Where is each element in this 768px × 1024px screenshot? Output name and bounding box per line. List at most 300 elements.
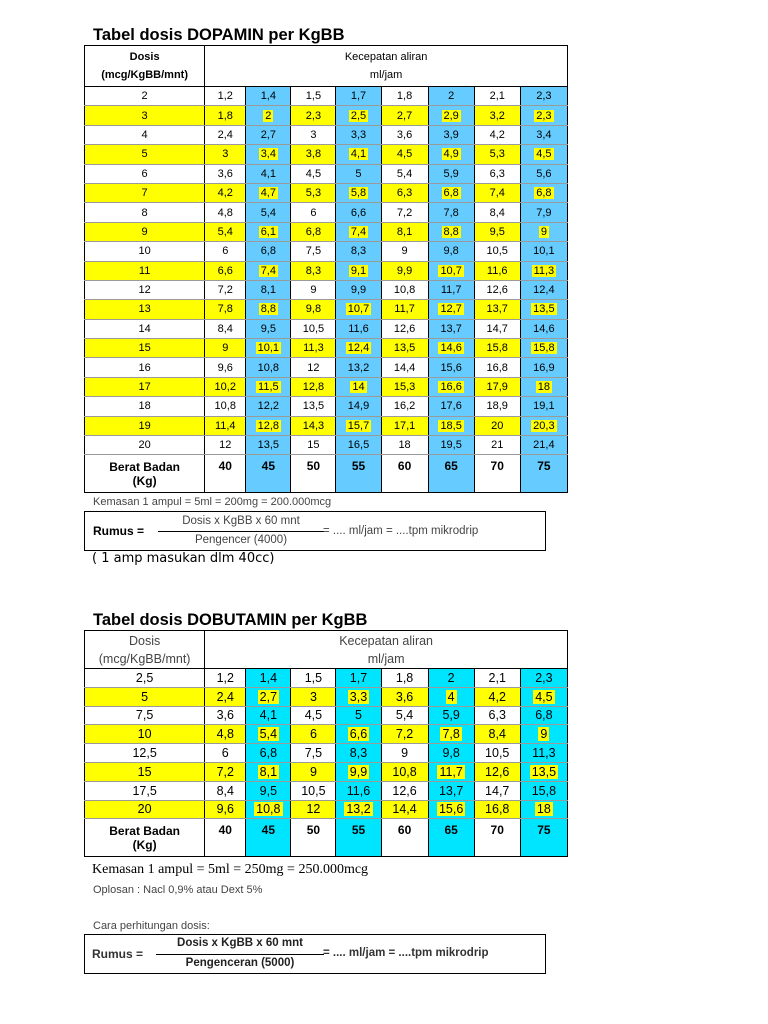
rate-cell — [381, 725, 428, 744]
rate-value: 9,8 — [305, 303, 322, 316]
rate-value: 10,7 — [440, 264, 462, 277]
rate-value: 7,8 — [442, 727, 460, 742]
rate-value: 4,1 — [259, 708, 278, 723]
rate-value: 15,6 — [438, 802, 464, 817]
rate-value: 11,3 — [303, 342, 324, 355]
rate-cell — [474, 669, 520, 688]
dobutamin-rumus-tail: = .... ml/jam = ....tpm mikrodrip — [323, 947, 489, 959]
rate-cell — [246, 706, 291, 725]
rate-value: 7,5 — [304, 746, 323, 761]
rate-cell — [336, 106, 381, 125]
dose-cell: 2,5 — [85, 669, 205, 688]
rate-value: 6 — [221, 746, 229, 761]
dose-cell: 7,5 — [85, 706, 205, 725]
table-row — [85, 339, 568, 358]
rate-value: 5,4 — [217, 225, 233, 238]
rate-value: 6,8 — [536, 187, 552, 200]
rate-value: 6 — [309, 727, 317, 742]
rate-value: 8,4 — [489, 206, 505, 219]
table-row — [85, 125, 568, 144]
rate-value: 12,6 — [486, 284, 508, 297]
dose-cell: 10 — [85, 725, 205, 744]
rate-value: 5,8 — [350, 187, 367, 200]
rate-value: 14,3 — [302, 419, 325, 432]
rate-value: 9,5 — [259, 783, 278, 798]
table-row — [85, 397, 568, 416]
rate-cell — [428, 397, 474, 416]
rate-value: 14,6 — [440, 342, 462, 355]
rate-value: 10,1 — [533, 245, 555, 258]
rate-value: 2,7 — [260, 128, 276, 141]
rate-value: 9 — [309, 764, 317, 779]
rate-cell — [336, 280, 381, 299]
rate-cell — [428, 203, 474, 222]
rate-value: 6,3 — [488, 708, 506, 723]
rate-value: 6 — [222, 245, 229, 258]
rate-value: 14,4 — [393, 361, 416, 374]
rate-cell — [428, 222, 474, 241]
rate-cell — [291, 358, 336, 377]
rate-value: 17,6 — [440, 400, 462, 413]
rate-cell — [205, 781, 246, 800]
rate-cell — [381, 261, 428, 280]
rate-cell — [474, 358, 520, 377]
rate-cell — [520, 242, 567, 261]
dopamin-table — [84, 45, 568, 493]
rate-value: 8,1 — [259, 764, 278, 779]
rate-cell — [291, 106, 336, 125]
rate-cell — [246, 242, 291, 261]
rate-cell — [428, 377, 474, 396]
rate-cell — [336, 436, 381, 455]
rate-cell — [291, 416, 336, 435]
rate-cell — [336, 762, 381, 781]
weight-cell: 55 — [336, 819, 381, 857]
rate-value: 9 — [222, 342, 229, 355]
rate-cell — [520, 87, 567, 106]
rate-value: 3,8 — [305, 148, 322, 161]
rate-cell — [474, 339, 520, 358]
rate-value: 4,8 — [217, 206, 233, 219]
rate-value: 6,6 — [217, 264, 233, 277]
rate-value: 1,2 — [217, 90, 233, 103]
weight-cell: 50 — [291, 819, 336, 857]
rate-value: 5,4 — [259, 727, 278, 742]
dose-cell: 18 — [85, 397, 205, 416]
rate-cell — [291, 436, 336, 455]
rate-value: 12 — [219, 439, 232, 452]
rate-value: 14,6 — [533, 322, 555, 335]
rate-value: 8,3 — [349, 746, 368, 761]
weight-cell: 60 — [381, 455, 428, 493]
rate-value: 14,4 — [392, 802, 417, 817]
table-row — [85, 300, 568, 319]
rate-value: 14,7 — [486, 322, 508, 335]
rate-cell — [336, 300, 381, 319]
rate-value: 11,7 — [439, 764, 463, 779]
rate-value: 13,7 — [440, 322, 462, 335]
rate-cell — [205, 744, 246, 763]
rate-value: 12 — [307, 361, 320, 374]
rate-cell — [291, 261, 336, 280]
rate-value: 8,4 — [488, 727, 506, 742]
dose-cell: 3 — [85, 106, 205, 125]
table-row — [85, 87, 568, 106]
rate-value: 12,6 — [485, 764, 510, 779]
rate-cell — [520, 436, 567, 455]
weight-cell: 75 — [520, 455, 567, 493]
rate-value: 3,2 — [489, 109, 505, 122]
rate-value: 13,7 — [438, 783, 464, 798]
weight-label — [85, 819, 205, 857]
rate-cell — [428, 164, 474, 183]
rate-value: 9 — [540, 225, 547, 238]
rate-value: 6,8 — [305, 225, 322, 238]
dose-cell: 5 — [85, 145, 205, 164]
rate-value: 10,5 — [301, 783, 326, 798]
rate-value: 12,2 — [257, 400, 280, 413]
rate-cell — [428, 300, 474, 319]
rate-value: 12,8 — [302, 381, 325, 394]
dose-cell: 20 — [85, 800, 205, 819]
rate-cell — [381, 183, 428, 202]
rate-cell — [428, 358, 474, 377]
dose-cell: 12,5 — [85, 744, 205, 763]
rate-value: 2,3 — [536, 90, 552, 103]
rate-cell — [381, 706, 428, 725]
table-row — [85, 261, 568, 280]
rate-cell — [336, 744, 381, 763]
rate-cell — [474, 416, 520, 435]
dobutamin-rumus-numerator: Dosis x KgBB x 60 mnt — [177, 937, 303, 949]
rate-cell — [336, 222, 381, 241]
rate-value: 3,3 — [349, 689, 368, 704]
dopamin-rumus-numerator: Dosis x KgBB x 60 mnt — [182, 515, 300, 527]
dose-cell: 9 — [85, 222, 205, 241]
rate-value: 5,9 — [443, 167, 459, 180]
rate-cell — [474, 203, 520, 222]
dopamin-rumus-tail: = .... ml/jam = ....tpm mikrodrip — [323, 525, 479, 537]
rate-value: 11,7 — [394, 303, 415, 316]
weight-cell: 50 — [291, 455, 336, 493]
rate-value: 5,4 — [395, 708, 414, 723]
rate-cell — [291, 87, 336, 106]
rate-cell — [336, 242, 381, 261]
rate-cell — [336, 669, 381, 688]
rate-value: 1,8 — [217, 109, 233, 122]
rate-cell — [428, 744, 474, 763]
rate-value: 1,8 — [395, 670, 414, 685]
rate-cell — [520, 145, 567, 164]
weight-label-line2: (Kg) — [132, 473, 157, 488]
rate-cell — [291, 203, 336, 222]
dobutamin-table — [84, 630, 568, 857]
rate-cell — [428, 762, 474, 781]
rate-value: 4,1 — [260, 167, 276, 180]
table-row — [85, 222, 568, 241]
rate-cell — [291, 339, 336, 358]
rate-cell — [291, 280, 336, 299]
rate-value: 6,8 — [535, 708, 553, 723]
rate-value: 11,4 — [214, 419, 236, 432]
rate-cell — [381, 125, 428, 144]
rate-cell — [246, 358, 291, 377]
rate-value: 11,3 — [533, 264, 555, 277]
dobutamin-kemasan: Kemasan 1 ampul = 5ml = 250mg = 250.000mcg — [92, 862, 369, 877]
rate-cell — [336, 339, 381, 358]
rate-value: 12,6 — [392, 783, 417, 798]
rate-cell — [246, 87, 291, 106]
rate-value: 18 — [536, 802, 551, 817]
rate-header-line2: ml/jam — [369, 69, 403, 81]
weight-cell: 40 — [205, 819, 246, 857]
rate-value: 3,4 — [260, 148, 276, 161]
rate-value: 16,6 — [440, 381, 462, 394]
rate-value: 11,6 — [346, 783, 371, 798]
dose-cell: 16 — [85, 358, 205, 377]
rate-value: 3,3 — [350, 128, 367, 141]
rate-value: 7,4 — [350, 225, 367, 238]
table-row — [85, 436, 568, 455]
rate-cell — [246, 261, 291, 280]
rate-value: 9,9 — [396, 264, 413, 277]
rate-cell — [291, 744, 336, 763]
rate-cell — [246, 436, 291, 455]
rate-value: 9,9 — [350, 284, 367, 297]
rate-value: 16,2 — [393, 400, 416, 413]
rate-cell — [520, 183, 567, 202]
rate-value: 7,8 — [443, 206, 459, 219]
rate-value: 11,7 — [440, 284, 462, 297]
rate-value: 4,1 — [350, 148, 367, 161]
rate-value: 10,5 — [486, 245, 508, 258]
dose-cell: 5 — [85, 687, 205, 706]
rate-cell — [246, 183, 291, 202]
rate-cell — [428, 125, 474, 144]
rate-value: 7,4 — [260, 264, 276, 277]
rate-value: 7,4 — [489, 187, 505, 200]
rate-cell — [381, 222, 428, 241]
rate-cell — [474, 87, 520, 106]
rate-cell — [428, 319, 474, 338]
rate-value: 9,5 — [489, 225, 505, 238]
rate-cell — [246, 339, 291, 358]
rate-cell — [336, 377, 381, 396]
rate-cell — [474, 319, 520, 338]
dose-cell: 8 — [85, 203, 205, 222]
rate-cell — [291, 125, 336, 144]
rate-value: 4 — [447, 689, 455, 704]
rate-cell — [474, 687, 520, 706]
rate-value: 3 — [309, 689, 317, 704]
rate-cell — [381, 762, 428, 781]
table-row — [85, 358, 568, 377]
rate-value: 6 — [310, 206, 317, 219]
rate-cell — [205, 687, 246, 706]
rate-cell — [291, 164, 336, 183]
rate-value: 8,3 — [305, 264, 322, 277]
rate-cell — [336, 125, 381, 144]
rate-cell — [291, 300, 336, 319]
rate-value: 5,6 — [536, 167, 552, 180]
rate-cell — [336, 358, 381, 377]
table-row — [85, 725, 568, 744]
table-row — [85, 280, 568, 299]
rate-value: 5 — [355, 708, 362, 723]
rate-cell — [291, 222, 336, 241]
rate-value: 5,3 — [489, 148, 505, 161]
rate-cell — [520, 706, 567, 725]
rate-cell — [428, 781, 474, 800]
weight-cell: 40 — [205, 455, 246, 493]
rate-value: 6,3 — [396, 187, 413, 200]
rate-value: 4,2 — [488, 689, 506, 704]
weight-label-line1: Berat Badan — [109, 459, 180, 474]
dose-cell: 15 — [85, 762, 205, 781]
rate-cell — [205, 280, 246, 299]
rate-cell — [246, 669, 291, 688]
rate-value: 15,6 — [440, 361, 462, 374]
rate-cell — [336, 706, 381, 725]
table-row — [85, 416, 568, 435]
dopamin-note: ( 1 amp masukan dlm 40cc) — [92, 551, 275, 566]
weight-row — [85, 455, 568, 493]
rate-value: 3,4 — [536, 128, 552, 141]
rate-value: 13,5 — [393, 342, 416, 355]
rate-cell — [381, 280, 428, 299]
rate-cell — [205, 339, 246, 358]
rate-cell — [291, 781, 336, 800]
table-row — [85, 319, 568, 338]
rate-value: 10,2 — [214, 381, 236, 394]
rate-value: 9,5 — [260, 322, 276, 335]
table-row — [85, 800, 568, 819]
dose-cell: 17 — [85, 377, 205, 396]
table-row — [85, 164, 568, 183]
rate-cell — [381, 300, 428, 319]
rate-cell — [428, 242, 474, 261]
rate-value: 2,5 — [350, 109, 367, 122]
rate-cell — [474, 261, 520, 280]
dose-cell: 12 — [85, 280, 205, 299]
dose-header — [85, 46, 205, 87]
rate-cell — [520, 781, 567, 800]
rate-cell — [381, 436, 428, 455]
rate-header-line2: ml/jam — [367, 651, 405, 666]
rate-value: 15,7 — [347, 419, 370, 432]
rate-cell — [381, 377, 428, 396]
dose-cell: 6 — [85, 164, 205, 183]
weight-cell: 65 — [428, 819, 474, 857]
dose-cell: 2 — [85, 87, 205, 106]
rate-value: 6,8 — [260, 245, 276, 258]
rate-cell — [291, 687, 336, 706]
rate-value: 14,9 — [347, 400, 370, 413]
rate-value: 4,2 — [217, 187, 233, 200]
rate-value: 3 — [222, 148, 229, 161]
rate-cell — [291, 762, 336, 781]
weight-label-line2: (Kg) — [132, 837, 157, 852]
rate-cell — [520, 744, 567, 763]
rate-value: 10,5 — [302, 322, 325, 335]
rate-value: 15,3 — [393, 381, 416, 394]
dobutamin-cara: Cara perhitungan dosis: — [93, 920, 210, 932]
rate-cell — [336, 319, 381, 338]
rate-value: 2 — [447, 670, 455, 685]
rate-value: 3,9 — [443, 128, 459, 141]
rate-cell — [381, 397, 428, 416]
rate-value: 1,2 — [216, 670, 234, 685]
rate-cell — [205, 416, 246, 435]
rate-value: 10,5 — [485, 746, 510, 761]
rate-value: 5 — [355, 167, 362, 180]
rate-cell — [205, 106, 246, 125]
rate-cell — [205, 183, 246, 202]
dose-cell: 13 — [85, 300, 205, 319]
rate-value: 13,7 — [486, 303, 508, 316]
rate-value: 17,9 — [486, 381, 508, 394]
rate-value: 2 — [265, 109, 272, 122]
rate-cell — [474, 300, 520, 319]
rate-cell — [428, 280, 474, 299]
rate-cell — [474, 397, 520, 416]
rate-cell — [336, 183, 381, 202]
rate-value: 15,8 — [533, 342, 555, 355]
rate-cell — [205, 203, 246, 222]
rate-cell — [474, 377, 520, 396]
rate-value: 2 — [448, 90, 455, 103]
rate-value: 7,5 — [305, 245, 322, 258]
rate-cell — [474, 280, 520, 299]
dobutamin-fraction-line — [156, 954, 324, 955]
rate-cell — [520, 125, 567, 144]
rate-cell — [520, 687, 567, 706]
rate-cell — [520, 222, 567, 241]
rate-cell — [336, 781, 381, 800]
rate-value: 11,3 — [532, 746, 556, 761]
rate-value: 13,5 — [257, 439, 280, 452]
rate-cell — [520, 416, 567, 435]
rate-value: 1,5 — [305, 90, 322, 103]
rate-value: 1,7 — [349, 670, 368, 685]
rate-cell — [474, 145, 520, 164]
rate-cell — [246, 106, 291, 125]
rate-value: 5,9 — [442, 708, 460, 723]
weight-cell: 65 — [428, 455, 474, 493]
rate-value: 10,8 — [392, 764, 417, 779]
rate-cell — [381, 669, 428, 688]
rate-value: 15,8 — [531, 783, 557, 798]
rate-value: 12 — [306, 802, 321, 817]
rate-cell — [381, 687, 428, 706]
table-row — [85, 377, 568, 396]
rate-value: 11,5 — [258, 381, 279, 394]
rate-cell — [205, 800, 246, 819]
rate-cell — [474, 706, 520, 725]
rate-value: 10,1 — [257, 342, 280, 355]
rate-cell — [428, 339, 474, 358]
dose-cell: 11 — [85, 261, 205, 280]
rate-cell — [381, 416, 428, 435]
rate-cell — [205, 300, 246, 319]
rate-cell — [381, 319, 428, 338]
table-row — [85, 744, 568, 763]
rate-cell — [336, 203, 381, 222]
rate-value: 2,3 — [536, 109, 552, 122]
rate-value: 15,8 — [486, 342, 508, 355]
rate-cell — [291, 319, 336, 338]
rate-value: 9 — [401, 245, 408, 258]
